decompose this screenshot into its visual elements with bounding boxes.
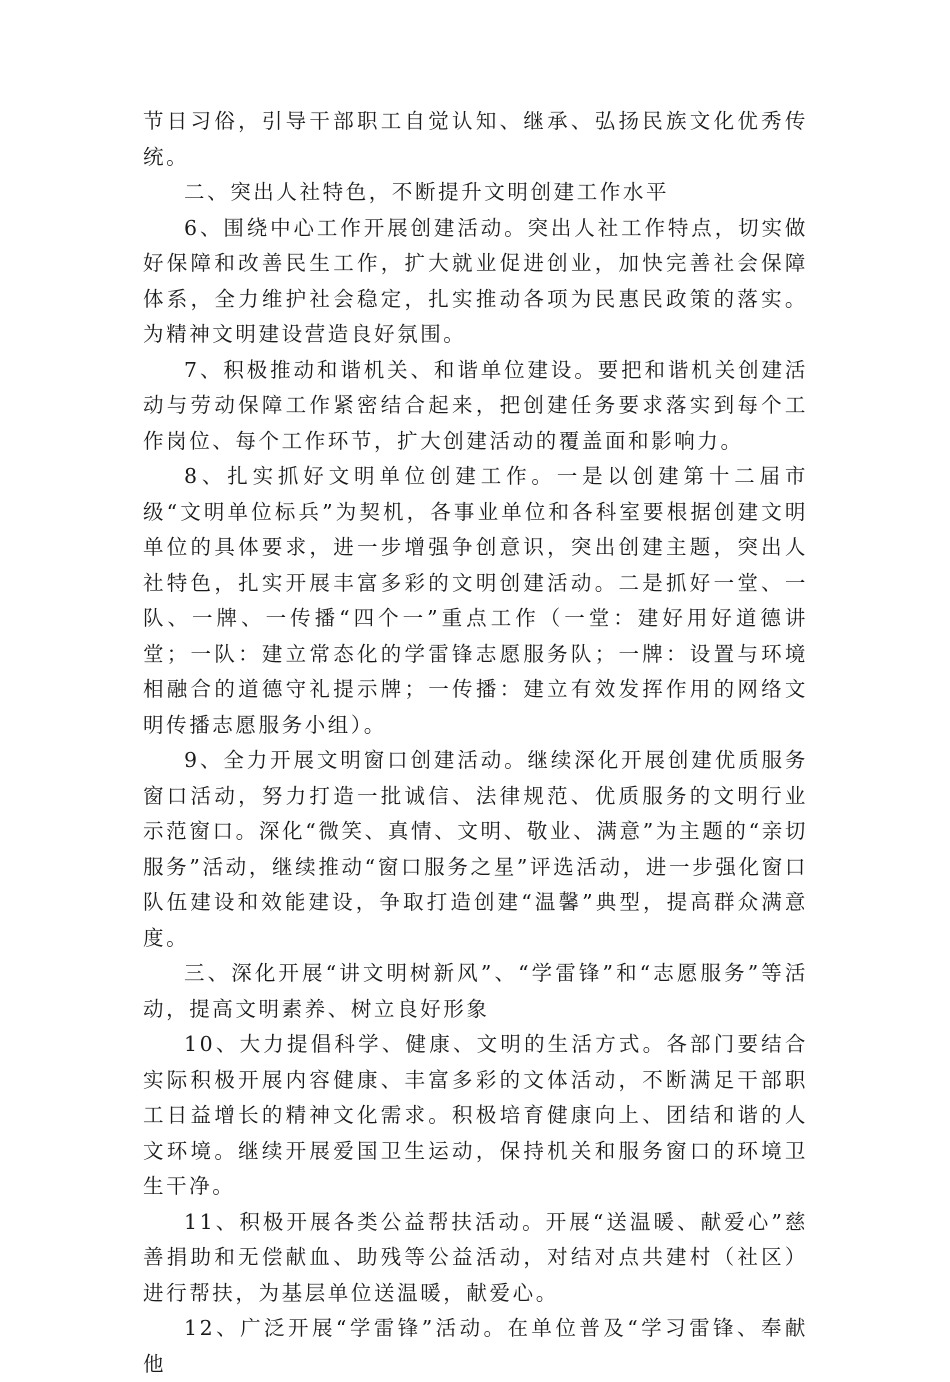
paragraph-item-10: 10、大力提倡科学、健康、文明的生活方式。各部门要结合实际积极开展内容健康、丰富多彩的文体活动，不断满足干部职工日益增长的精神文化需求。积极培育健康向上、团结和谐的人文环境。继续开展爱国卫生运动，保持机关和服务窗口的环境卫生干净。 bbox=[143, 1032, 808, 1198]
paragraph-item-11: 11、积极开展各类公益帮扶活动。开展“送温暖、献爱心”慈善捐助和无偿献血、助残等公益活动，对结对点共建村（社区）进行帮扶，为基层单位送温暖，献爱心。 bbox=[143, 1209, 808, 1305]
paragraph-item-9: 9、全力开展文明窗口创建活动。继续深化开展创建优质服务窗口活动，努力打造一批诚信、法律规范、优质服务的文明行业示范窗口。深化“微笑、真情、文明、敬业、满意”为主题的“亲切服务”活动，继续推动“窗口服务之星”评选活动，进一步强化窗口队伍建设和效能建设，争取打造创建“温馨”典型，提高群众满意度。 bbox=[143, 748, 808, 950]
document-body bbox=[143, 104, 808, 1382]
paragraph-item-8: 8、扎实抓好文明单位创建工作。一是以创建第十二届市级“文明单位标兵”为契机，各事业单位和各科室要根据创建文明单位的具体要求，进一步增强争创意识，突出创建主题，突出人社特色，扎实开展丰富多彩的文明创建活动。二是抓好一堂、一队、一牌、一传播“四个一”重点工作（一堂：建好用好道德讲堂；一队：建立常态化的学雷锋志愿服务队；一牌：设置与环境相融合的道德守礼提示牌；一传播：建立有效发挥作用的网络文明传播志愿服务小组）。 bbox=[143, 464, 808, 737]
paragraph-item-7: 7、积极推动和谐机关、和谐单位建设。要把和谐机关创建活动与劳动保障工作紧密结合起来，把创建任务要求落实到每个工作岗位、每个工作环节，扩大创建活动的覆盖面和影响力。 bbox=[143, 357, 808, 453]
paragraph-item-12: 12、广泛开展“学雷锋”活动。在单位普及“学习雷锋、奉献他 bbox=[143, 1316, 808, 1376]
paragraph-continuation: 节日习俗，引导干部职工自觉认知、继承、弘扬民族文化优秀传统。 bbox=[143, 109, 808, 169]
paragraph-item-6: 6、围绕中心工作开展创建活动。突出人社工作特点，切实做好保障和改善民生工作，扩大就业促进创业，加快完善社会保障体系，全力维护社会稳定，扎实推动各项为民惠民政策的落实。为精神文明建设营造良好氛围。 bbox=[143, 215, 808, 346]
section-heading-3: 三、深化开展“讲文明树新风”、“学雷锋”和“志愿服务”等活动，提高文明素养、树立良好形象 bbox=[143, 961, 808, 1021]
section-heading-2: 二、突出人社特色，不断提升文明创建工作水平 bbox=[184, 180, 670, 204]
